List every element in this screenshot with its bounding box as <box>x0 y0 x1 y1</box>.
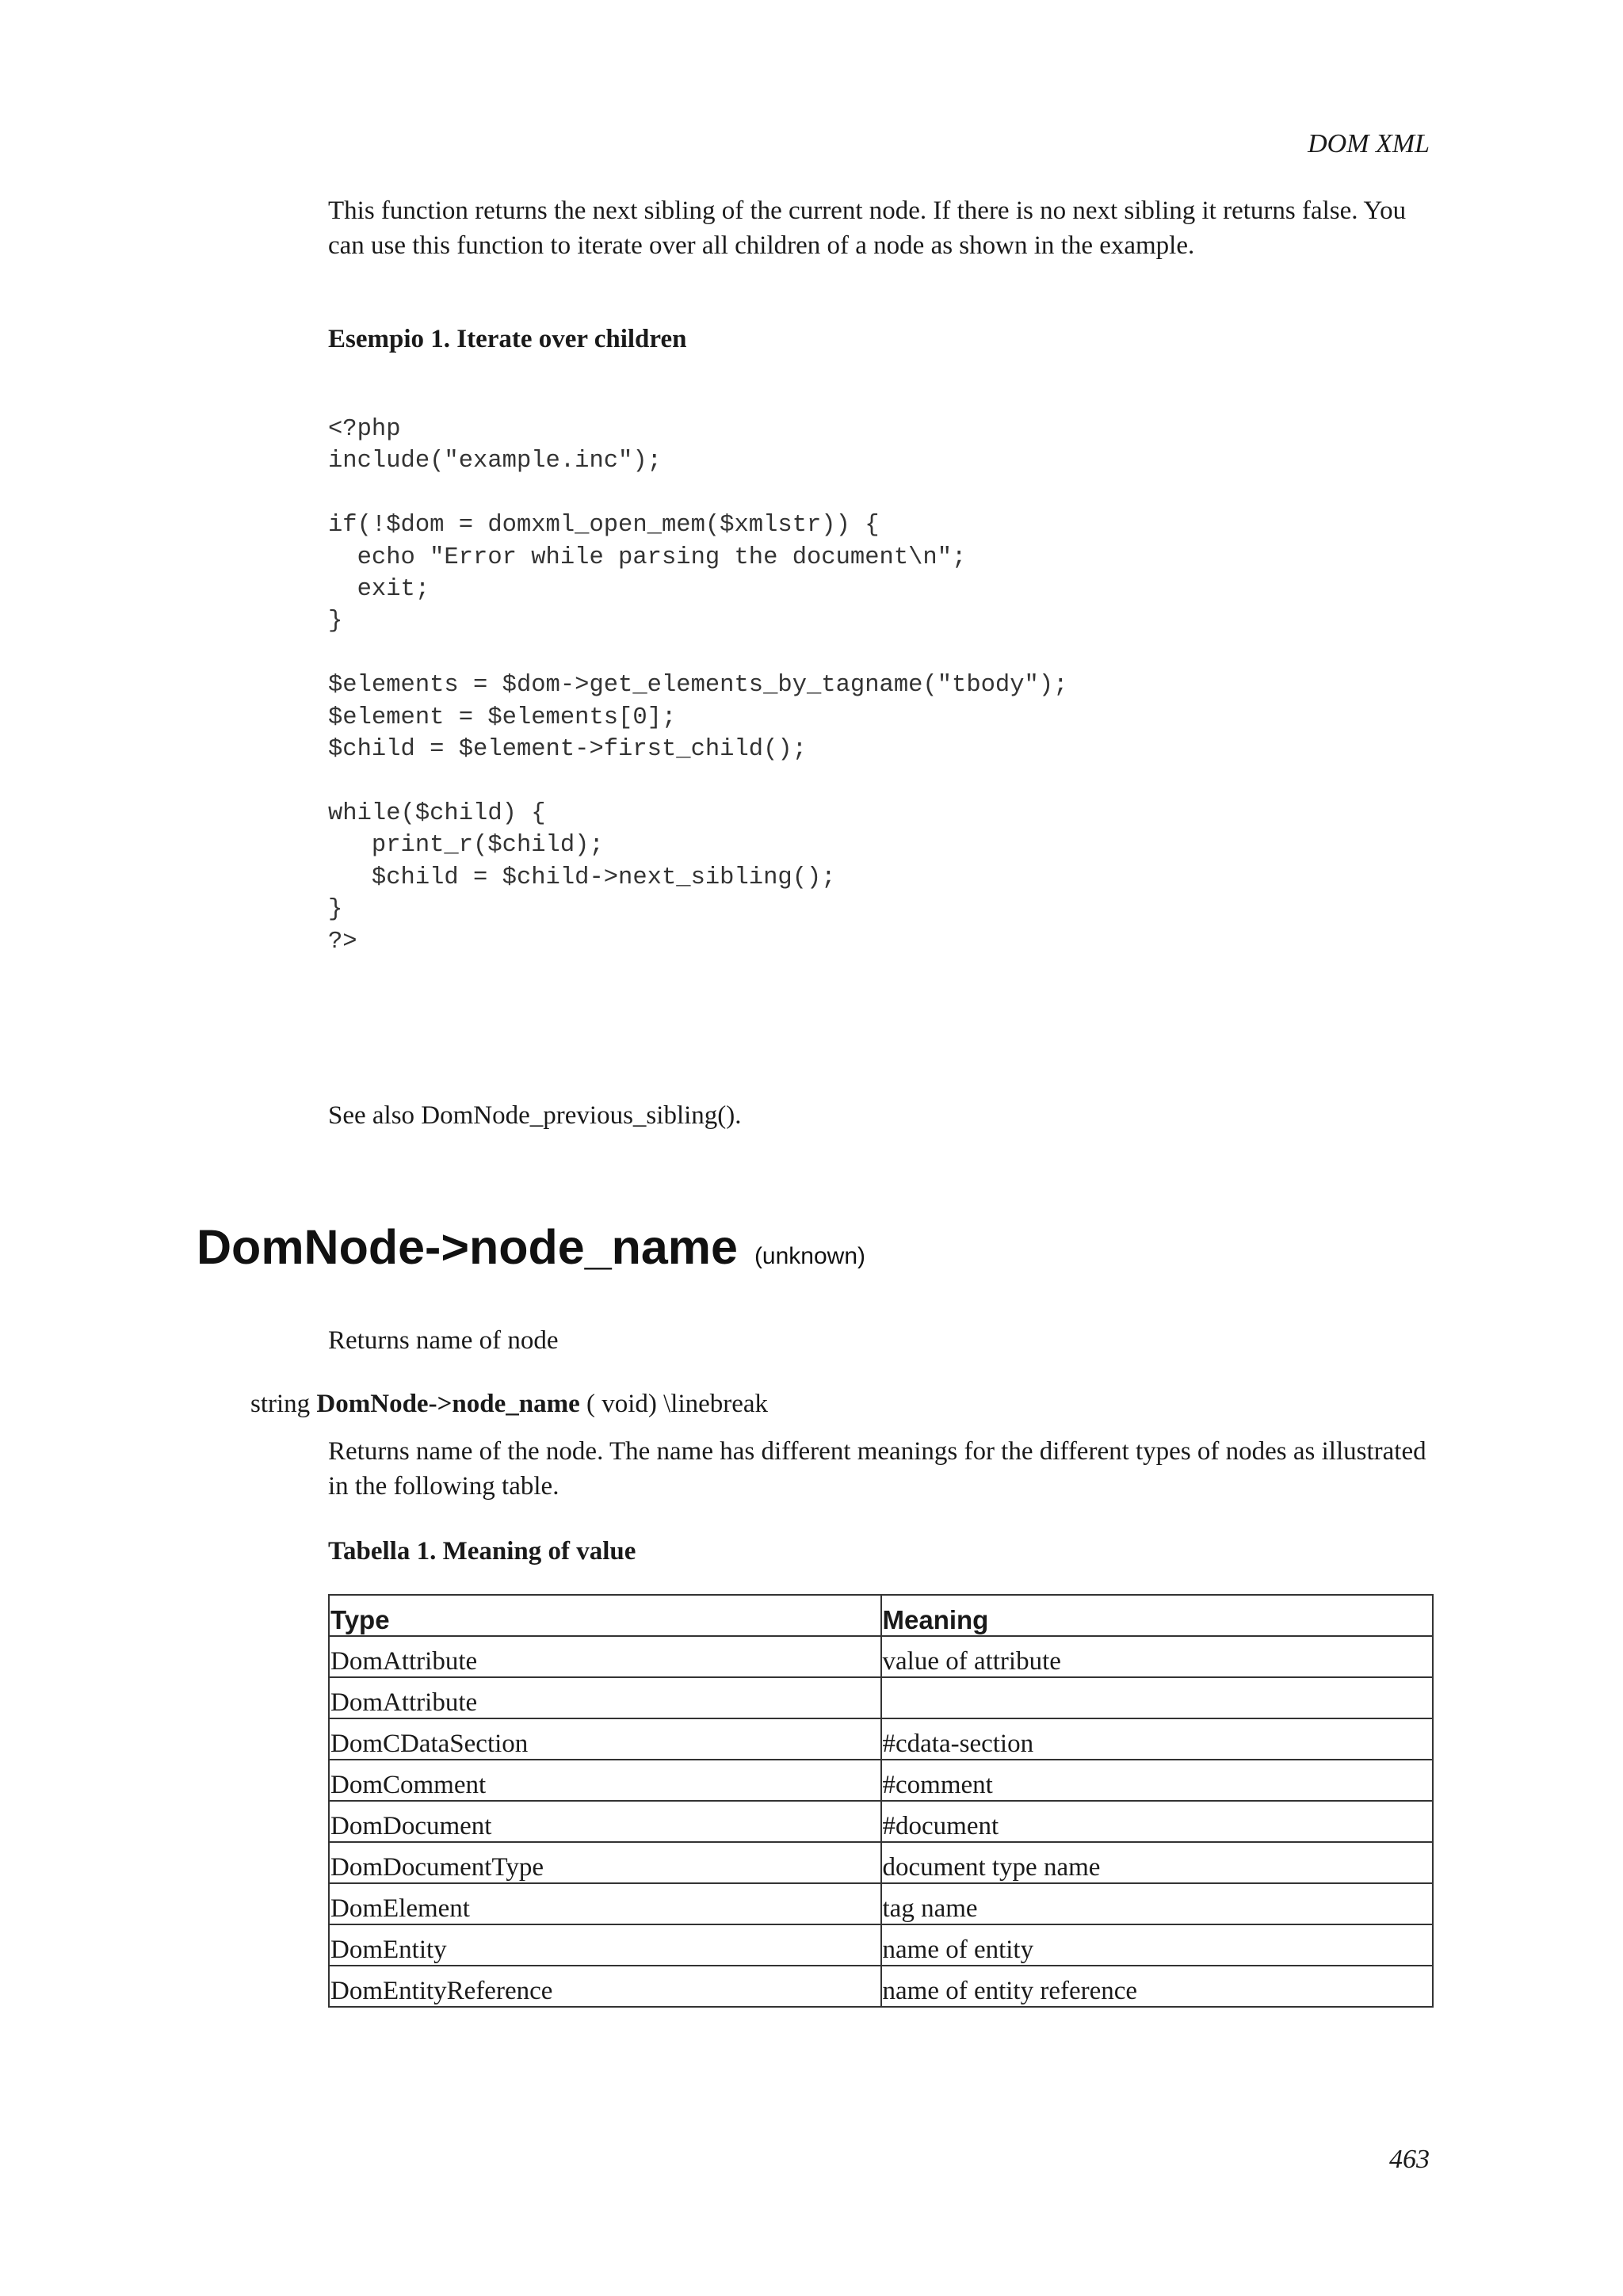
running-header: DOM XML <box>1308 129 1430 158</box>
table-cell-meaning: value of attribute <box>881 1636 1434 1677</box>
signature-return-type: string <box>250 1390 311 1418</box>
table-cell-type: DomAttribute <box>329 1677 881 1718</box>
table-cell-meaning: #cdata-section <box>881 1718 1434 1760</box>
table-header-cell: Meaning <box>881 1595 1434 1636</box>
meaning-table <box>328 1594 1434 2008</box>
intro-paragraph: This function returns the next sibling of the current node. If there is no next sibling it returns false. You can use this function to iterate over all children of a node as shown in the example. <box>328 196 1407 260</box>
table-cell-meaning: #comment <box>881 1760 1434 1801</box>
table-row <box>329 1801 1433 1842</box>
page-number: 463 <box>1389 2145 1430 2174</box>
function-description: Returns name of the node. The name has different meanings for the different types of nodes as illustrated in the following table. <box>328 1437 1426 1501</box>
table-cell-type: DomElement <box>329 1883 881 1924</box>
table-cell-type: DomCDataSection <box>329 1718 881 1760</box>
signature-params: ( void) \linebreak <box>586 1390 769 1418</box>
table-cell-type: DomEntity <box>329 1924 881 1966</box>
function-heading <box>197 1219 865 1285</box>
table-cell-type: DomDocumentType <box>329 1842 881 1883</box>
function-signature <box>250 1386 768 1421</box>
table-row <box>329 1677 1433 1718</box>
table-header-row <box>329 1595 1433 1636</box>
function-summary: Returns name of node <box>328 1326 559 1355</box>
table-cell-type: DomDocument <box>329 1801 881 1842</box>
see-also-paragraph: See also DomNode_previous_sibling(). <box>328 1101 742 1130</box>
table-cell-meaning: name of entity reference <box>881 1966 1434 2007</box>
table-cell-type: DomEntityReference <box>329 1966 881 2007</box>
table-cell-meaning: #document <box>881 1801 1434 1842</box>
table-row <box>329 1883 1433 1924</box>
table-cell-meaning: name of entity <box>881 1924 1434 1966</box>
table-row <box>329 1924 1433 1966</box>
signature-function-name: DomNode->node_name <box>316 1390 580 1418</box>
example-title: Esempio 1. Iterate over children <box>328 325 687 353</box>
table-row <box>329 1842 1433 1883</box>
table-cell-meaning: tag name <box>881 1883 1434 1924</box>
function-name: DomNode->node_name <box>197 1220 738 1274</box>
table-row <box>329 1760 1433 1801</box>
table-cell-type: DomAttribute <box>329 1636 881 1677</box>
table-title: Tabella 1. Meaning of value <box>328 1537 636 1566</box>
function-version: (unknown) <box>754 1243 866 1269</box>
table-header-cell: Type <box>329 1595 881 1636</box>
table-cell-type: DomComment <box>329 1760 881 1801</box>
table-row <box>329 1966 1433 2007</box>
table-row <box>329 1718 1433 1760</box>
code-example: <?php include("example.inc"); if(!$dom = domxml_open_mem($xmlstr)) { echo "Error while parsing the document\n"; exit; } $elements = $dom->get_elements_by_tagname("tbody"); $element = $elements[0]; $child = $element->first_child(); while($child) { print_r($child); $child = $child->next_sibling(); } ?> <box>328 416 1068 955</box>
table-row <box>329 1636 1433 1677</box>
table-cell-meaning: document type name <box>881 1842 1434 1883</box>
table-cell-meaning <box>881 1677 1434 1718</box>
